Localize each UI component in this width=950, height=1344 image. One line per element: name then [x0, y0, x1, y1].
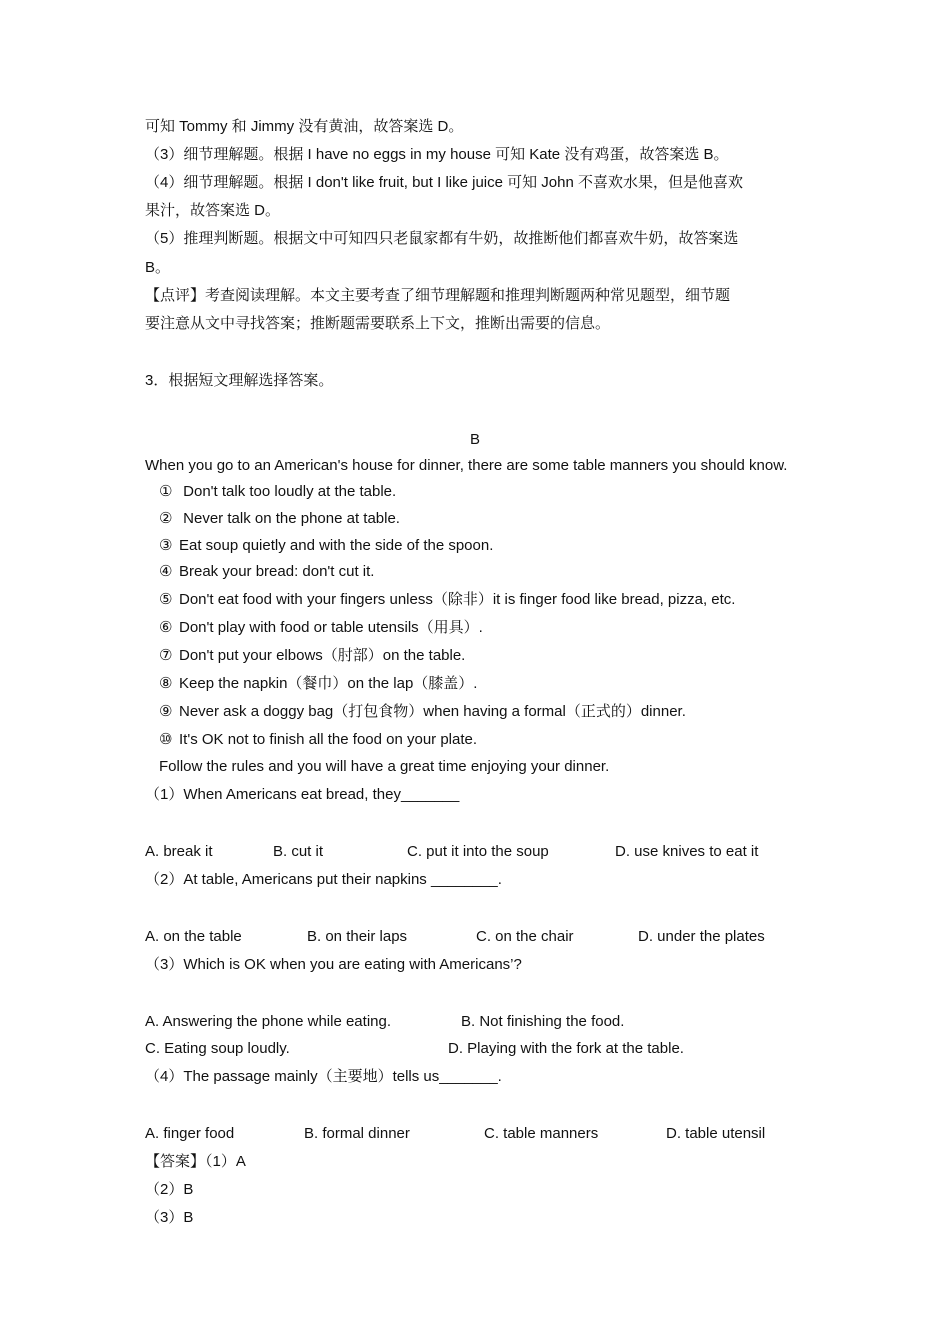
question-stem: （3）Which is OK when you are eating with Americans’? [145, 956, 522, 973]
passage-label: B [469, 431, 480, 448]
rule-text: Don't play with food or table utensils（用具）. [179, 619, 483, 636]
prev-explanation-line: 果汁，故答案选 D。 [145, 202, 281, 219]
passage-closing: Follow the rules and you will have a great time enjoying your dinner. [159, 758, 610, 775]
rule-text: Keep the napkin（餐巾）on the lap（膝盖）. [179, 675, 478, 692]
option-d[interactable]: D. table utensil [666, 1125, 766, 1142]
prev-explanation-line: B。 [145, 259, 171, 276]
prev-explanation-line: （5）推理判断题。根据文中可知四只老鼠家都有牛奶，故推断他们都喜欢牛奶，故答案选 [145, 230, 739, 247]
rule-number: ⑨ [159, 703, 173, 720]
rule-item [159, 482, 396, 502]
rule-number: ⑧ [159, 675, 173, 692]
rule-text: Break your bread: don't cut it. [179, 563, 375, 580]
rule-text: Don't put your elbows（肘部）on the table. [179, 647, 466, 664]
option-c[interactable]: C. put it into the soup [407, 843, 549, 860]
question-heading: 3．根据短文理解选择答案。 [145, 372, 334, 389]
option-c[interactable]: C. table manners [484, 1125, 599, 1142]
rule-item [159, 590, 735, 610]
question-stem: （1）When Americans eat bread, they_______ [145, 786, 460, 803]
prev-explanation-line: 可知 Tommy 和 Jimmy 没有黄油，故答案选 D。 [145, 118, 464, 135]
rule-number: ⑥ [159, 619, 173, 636]
option-b[interactable]: B. formal dinner [304, 1125, 410, 1142]
rule-item [159, 618, 483, 638]
rule-number: ③ [159, 537, 173, 554]
comment-line: 要注意从文中寻找答案；推断题需要联系上下文，推断出需要的信息。 [145, 315, 611, 332]
rule-number: ⑦ [159, 647, 173, 664]
rule-text: Don't eat food with your fingers unless（除非）it is finger food like bread, pizza, etc. [179, 591, 736, 608]
rule-item [159, 509, 400, 529]
question-stem: （2）At table, Americans put their napkins ________. [145, 871, 502, 888]
rule-text: Never ask a doggy bag（打包食物）when having a formal（正式的）dinner. [179, 703, 686, 720]
option-a[interactable]: A. Answering the phone while eating. [145, 1013, 391, 1030]
rule-number: ⑤ [159, 591, 173, 608]
option-a[interactable]: A. break it [145, 843, 213, 860]
comment-line: 【点评】考查阅读理解。本文主要考查了细节理解题和推理判断题两种常见题型，细节题 [145, 287, 731, 304]
option-b[interactable]: B. on their laps [307, 928, 408, 945]
answer-item: （2）B [145, 1181, 194, 1198]
option-c[interactable]: C. Eating soup loudly. [145, 1040, 290, 1057]
question-stem: （4）The passage mainly（主要地）tells us_______. [145, 1068, 502, 1085]
answer-tag: 【答案】 [145, 1153, 206, 1170]
rule-text: Don't talk too loudly at the table. [179, 483, 397, 500]
rule-number: ④ [159, 563, 173, 580]
rule-item [159, 702, 686, 722]
rule-number: ② [159, 510, 173, 527]
option-b[interactable]: B. cut it [273, 843, 324, 860]
rule-text: It's OK not to finish all the food on your plate. [179, 731, 478, 748]
prev-explanation-line: （4）细节理解题。根据 I don't like fruit, but I like juice 可知 John 不喜欢水果，但是他喜欢 [145, 174, 743, 191]
prev-explanation-line: （3）细节理解题。根据 I have no eggs in my house 可知 Kate 没有鸡蛋，故答案选 B。 [145, 146, 729, 163]
option-a[interactable]: A. finger food [145, 1125, 235, 1142]
rule-text: Eat soup quietly and with the side of the spoon. [179, 537, 494, 554]
rule-item [159, 674, 477, 694]
option-d[interactable]: D. Playing with the fork at the table. [448, 1040, 684, 1057]
option-b[interactable]: B. Not finishing the food. [461, 1013, 625, 1030]
rule-number: ⑩ [159, 731, 173, 748]
passage-intro: When you go to an American's house for dinner, there are some table manners you should know. [145, 457, 788, 474]
option-d[interactable]: D. use knives to eat it [615, 843, 759, 860]
option-d[interactable]: D. under the plates [638, 928, 765, 945]
option-c[interactable]: C. on the chair [476, 928, 574, 945]
rule-item [159, 562, 374, 582]
option-a[interactable]: A. on the table [145, 928, 242, 945]
answer-item: （1）A [205, 1153, 246, 1170]
rule-item [159, 730, 477, 750]
answer-line [145, 1152, 246, 1172]
rule-number: ① [159, 483, 173, 500]
rule-text: Never talk on the phone at table. [179, 510, 400, 527]
rule-item [159, 536, 493, 556]
answer-item: （3）B [145, 1209, 194, 1226]
rule-item [159, 646, 465, 666]
